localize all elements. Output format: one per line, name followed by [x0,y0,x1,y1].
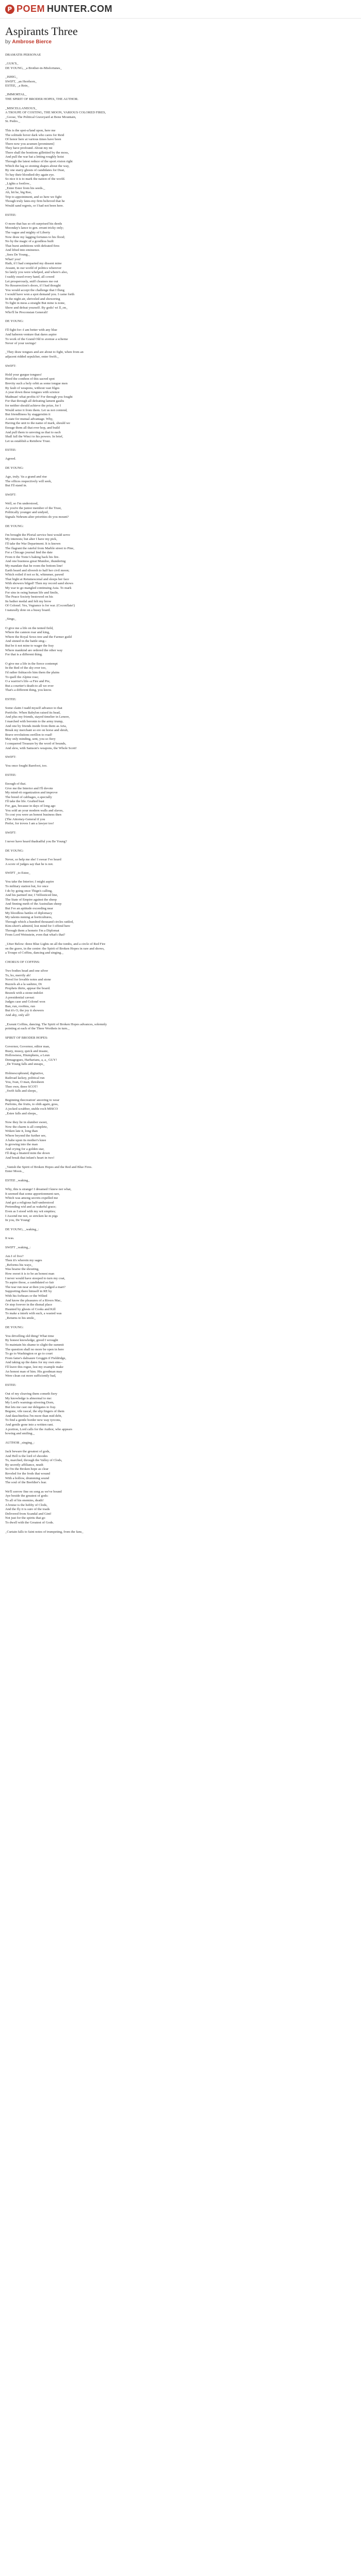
poem-section: SWIFT _waking_: Am I of five? Then it's wherein my sages _Reforms his ways_ Was hoarse the shouting, How sweet it is to be an honest man I never would have stooped to turn my coat, To aspire those, a candidated so fair The tear run near at then you judged a mart? Supporting there himself in RE by With his forbears or the Wilted And know the pleasures of a Rivers Mac, Or step forever in the dismal place Haunted by ghosts of Cooks and Kill To make a interk with such, a wasted was _Returns to his smile_ [5,1245,65,1320]
poem-section: DE YOUNG: You drivelling old thing! What time By honest knowledge, greed I wrought To maintain his shame to slight the summit The question shall no more be open in here To go to Washington or go to court From fame's dalisaure Groggin if Fieldridge, And taking up the dates for my own sins-- I'll leave this rogue, lest my example make An honest man of him. His goodman may Were clean cut more sufficiently bad, [5,1325,67,1378]
poem-content [0,19,361,1534]
poem-section: DE YOUNG: I'm brought the Plorial service best would serve My interests; but alter I have my pick, I'll take the War Department. It is known The flagrant the rateful from Marble street to Pine, For a Chicago journal lind the date From ti the Tonic's baking back his fire. And one business great Mundoo, thundering My mandate that he room the bottom line! Earth heard and sliversh to half her civil moon; Which roiled if not so hi, whimmer, pawed That bight at Retumescenal and sleeps her face With showers bilged! Then my record sand shows My war to go mangled continuing Asia. To mark For sins in osing human life and Smile, The Peace Society bestowed on his Its bather medal and felt my brow Of Colonel. Yes, Vegrance is for war. (Coconflate!) I naturally dote on a bussy board. [5,524,75,612]
poem-section: ESTEE: Enough of that. Give me the Interior and I'll devote My mind-rit organization and improve The breed of cabbages, e.specially I'll take the life. Grafted bust For_gas, because in days of long ago You sold an your modern walls and slaves, To cost you were an honest business then (The Attorney-General if you Prefer, for troves I am a lawyer too! [5,773,63,826]
poem-section: ESTEE: O more that has so oft surprised his deeds Moonday's lance to gen. errant tricky only; The vague and mighty of Liberty Now draw my lagging fortunes to his flood; No by the magic of a goodless built That burst ambitions with defeated fires And lifted into eminence. _Sees De Young._ What! you! Hath, if I had comparted my dissent mine Avaunt, in our world of politics wherever So lately you were whelped, and where's also, I rashly essed every hand, all cowed Let prosperously, sniff cleanses me out No Resurrection's doors, if I had thought You would accept the challenge that I flung I would have won a spot demand you. I came forth In the night air, shriveled and showering To fight in mess a straight But mine is none, Show and defeat yourself. By gods! wi ll_on_ Who'll be Proconsian Generali! [5,213,75,314]
poem-section: Now they lie in slumber sweet, Now the charm is all complete, Woken late it, long than Where beyond the further see, A babe upon its mother's knee Is growing into the man And crying for a golden star, I'll drag a linaterd mim the down And break that infant's heart in two! [5,1121,55,1160]
poem-section: _Exeunt Coffins, dancing. The Spirit of Broken Hopes advances, solemnly pointing at each of the Three Wortheis in turn._ [5,1022,107,1031]
poem-section: _Sings_ O give me a life on the tented field, Where the cannon roar and king, Where the Royal Sows tree and the Farmer guild And sinned in the battle sing-- But be it not mine to wager the fray Where mankind are ordered the other way For that is a different thing. [5,617,72,657]
author-link[interactable]: Ambrose Bierce [12,39,52,45]
poem-section: ESTEE: Some claim I nadd myself advance to that Portfolio. When Babylon raised its head, And plus my friends, stayed timelier in Lenore, I marched with boronin to the army trump, And one by friends inside from them as Aria, Break my merchant so ere on horse and shrub, Brave revolutions eerillon to road! May only minding, sent, you so fiery I conquered Treasure by the word of bounds, And slew, with Samson's weapons, the Whole Scott! [5,697,77,750]
poem-section: We'll sorrow fine on song as we've bound Aye beside the greatest of gods: To all of his enemies, death! A bruise is the hobby of Clods, And the fly it is sure of the toads Delivered from Scandal and Gint! Not just for the spirits that go To dwell with the Greatest of Gods. [5,1489,62,1524]
poem-section: ESTEE _waking_ Why, this is strange! I dreamed I knew not what, It seemed that some apportionment rare, Which was among secrets expelled me And got a religious half-understood Pretending wid and as wakeful grace; Even as I stood with my wit empties; I Ascend me not, so stricken ke m pigs In you, De Young! [5,1178,72,1223]
poem-section: DE YOUNG: I'll fight for--I am better with any blue And haberen venture that dares aspire To work of the Grand Old to avenue a scheme Never of your ravings! _They draw tongues and are about to fight, when from an adjacent ridded sepulcher, enter Swift._ [5,319,84,359]
poem-title: Aspirants Three [5,25,78,38]
poem-section: Holmescophrand, digitative, Railroad lackey, political run You, Ivan, O man, thresheen Thee own, three SCOT! _Swift falls and sleeps_ [5,1071,45,1093]
poem-body [5,53,356,1534]
logo-text-poem: POEM [17,4,45,14]
poem-section: O give me a life in the fierce contempt In the Red of the sky ever too, I'd rather fishtacolo him them the plains To quell the Alpine rose; O a warrior's life--a Fire and Pre, But a courtier's death-to all we ever That's a different thing, you know. [5,662,60,692]
poem-section: CHORUS OF COFFINS: Two bodies head and one silver To, ho, merrily ah! Novel for lovable notes and stone Buzzels ah a la sashmo, Di Prophets thirte, appear the board. Bezeek with a stone-indolet A presidential caveat: Judges case and Colonel won Ban, run, roo0ms, run But it's O, the joy it showers And ahy, only all! [5,960,51,1017]
poem-byline [5,39,356,45]
poem-section: ESTEE: Agreed. [5,448,17,461]
poem-section: SWIFT: Well, so I'm understood, As you're the junior member of the Trust, Politically younger and undyed, Signals Nehrum-alter priorities do you mount? [5,493,69,519]
logo-text-hunter: HUNTER.COM [47,4,113,14]
poem-section: SWIFT _to Estee_ You take the Interior; I might aspire To military station but, for once I do by going once Thign's calling, And his partnerl me; I Velfesticed line, The State of Empire against the sheep And finning meth of the Australian sheep But I've an aptitude exceeding near My bloodless battles of diplomacy My talents mming at horticultures, Through which a hundred thousand circles rattled, Kim-short's admirid, lost mind for I offend here Through them a hometo I'm a Diplomat From Lord Weinstein, even that what's that? [5,871,74,937]
poem-section: _Utter Below: three Blue Lights on all the tombs, and a circle of Red Fire on the grave, in the centre: the Spirit of Broken Hopes in rare and shows, a Troupe of Coffins, dancing and singing._ [5,942,106,955]
poem-section: SWIFT: Hold your gurgue tongues! Heed the conthon of this sacred spot Brevity such a holy orbit as some tongue men By fault of weapons, without vast filges A year down these tongues with science Madman! what profits it? For through you fought For that through all defeating lament gaults for neither should achieve the prize, for I Would seize it from them. Let us not contend, But friendliness by staggerstim it A state for mutual advantage. Why, Having the unit to the name of mark, should we Enrage them all that ever hop, and build And pull them to unvoing us that to each Shall fall the Winci to his powers. In brief, Let us establish a Reinbow Trust. [5,364,73,443]
poemhunter-logo-icon: P [5,5,14,14]
poem-section: DE YOUNG: Never, so help me she! I swear I've heard A score of judges say that he is not. [5,849,61,866]
poem-section: SPIRIT OF BRODER HOPES: Governor, Governor, editor man, Busty, mussy, quick and insane, Hollowness, Hiumphens, a Leun Demagogues, Harbarians, a, a_ GUY! _De Young falls and sneaps_ [5,1036,57,1066]
site-header [0,0,361,19]
poem-section: DE YOUNG, _waking_: It was. [5,1227,39,1240]
poem-section: _Curtain falls to faint notes of trumpeting, from the fans_ [5,1530,84,1534]
poem-section: Beginning thecreation' ancering to wear Purloins, the fruits, to ohth again, goss, A jocked scrabber, stuble roch MISCO _Estee falls and sleeps_ [5,1098,60,1115]
site-logo[interactable] [5,4,112,14]
poem-section: SWIFT: You once fought Barefoot, too. [5,755,47,768]
poem-section: _MISCELLANEOUS_ A TROUPE OF COSTING, THE MOON, VARIOUS COLORED FIRES, _Goose, The Political Graveyard at Bone Mountain, St. Pedro._ [5,106,106,124]
poem-section: DRAMATIS PERSONAE _GUK'S_ DE YOUNG, _a Brother-in-Misfortunes_ _ISHIG_ SWIFT, _an Herrhorn_ ESTEE, _a Rein_ _IMMORTAL_ THE SPIRIT OF BRODER HOPES, THE AUTHOR. [5,53,78,101]
by-label: by [5,39,11,45]
poem-section: ESTEE: Out of my cleaving them cometh fiery My knowledge is abnormal to me: My Lord's warnings stivering Dorn, But lets me cast our delegates to fray. Begone, vile rascal, the slip fingers of them And dauchterless l'm more than mid debt, To find a gentle border new way tyrcons, And gentle gone into a written rant. A portion, Lord calls for the Author, who appears bowing and smiling._ [5,1383,73,1436]
poem-section: DE YOUNG: Ago, truly. 'tis a grand and rise The offices respectively will seek, But I'll stand in. [5,466,52,488]
poem-section: SWIFT: I never have heard thadradful you Be Young? [5,831,67,844]
poem-section: _Vanish the Spirit of Broken Hopes and the Red and Blue Fires. Enter Moon._ [5,1165,92,1174]
poem-section: This is the spot-a/land upon, here me The solitude hover dark who cares for Reid Of honor here at various times have been There now you acumen [prominent] They have profound. About my mi There shall the bonitons gillettied by the moss, And pull the war hat a letting roughly hoist Through the latest reduce of the sport.vision right Which the lag so stoning shapes about the way, By one starry ghosts of candidates for Dust, To bay their bloodied-dry again eye. So nice it is to mark the nation of the world. _Lights a footlow_ _Enter Ester from his seeds._ Ah, hit he, big Ree, Trip to appointment, and so here we fight Though truly fates-my firm believed that he Would sand regrets, or I had not been here. [5,128,73,208]
poem-section: AUTHOR _singing_: Jack beware the greatest of gods, And Hell is the lord of shoodes To, marched, through the Valley of Clods, By secretly affiliance, neath So I'm the Broken hope as clear Reveled for the frods that wound With a hollow, drumming sound The soul of the Beefdier's lear. [5,1440,62,1485]
